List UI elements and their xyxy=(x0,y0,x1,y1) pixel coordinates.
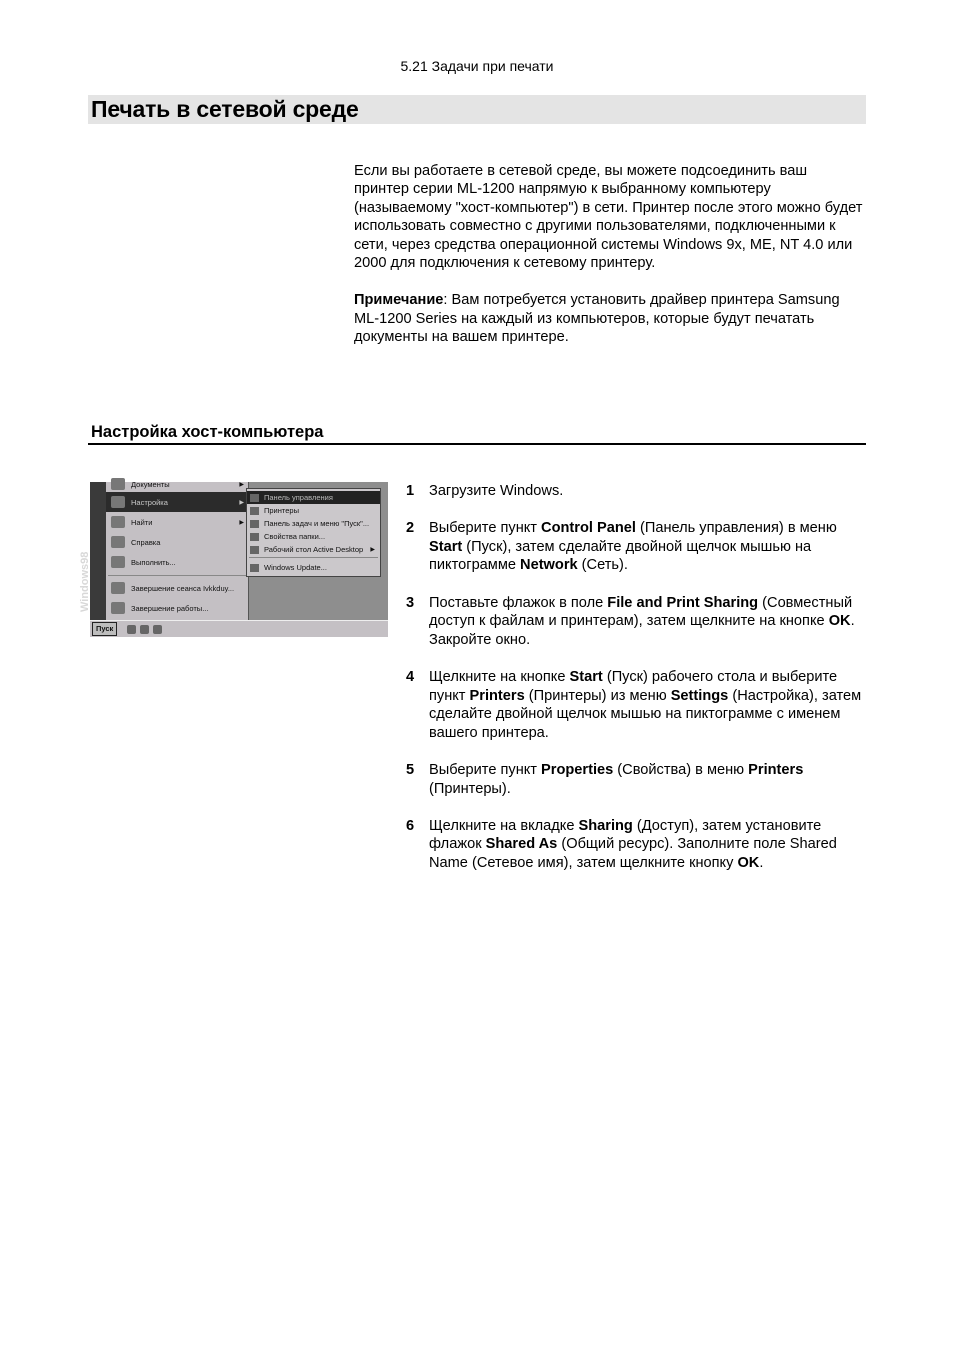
taskbar xyxy=(90,620,388,637)
menu-separator xyxy=(249,557,378,558)
start-menu-item xyxy=(106,512,248,532)
documents-icon xyxy=(111,478,125,490)
start-menu-item-label: Документы xyxy=(131,479,170,489)
step-text: (Панель управления) в меню xyxy=(635,520,837,537)
step-item xyxy=(404,817,866,873)
step-text: (Доступ), затем установите флажок xyxy=(429,817,822,853)
submenu-arrow-icon: ▶ xyxy=(239,499,244,506)
step-text: . Закройте окно. xyxy=(429,613,855,648)
step-ui-term: Shared As xyxy=(485,836,558,853)
start-menu-item-label: Завершение работы... xyxy=(131,603,209,613)
show-desktop-icon xyxy=(127,625,136,634)
channels-icon xyxy=(153,625,162,634)
step-ui-term: Properties xyxy=(541,761,614,778)
submenu-item xyxy=(247,543,380,556)
step-ui-term: OK xyxy=(737,854,760,871)
start-menu-item-label: Справка xyxy=(131,537,161,547)
step-ui-term: Settings xyxy=(670,687,729,704)
step-number: 5 xyxy=(406,761,415,778)
step-number: 6 xyxy=(406,817,415,834)
start-menu-item-label: Найти xyxy=(131,517,153,527)
submenu-item-label: Панель управления xyxy=(264,493,333,502)
page-title: Печать в сетевой среде xyxy=(91,96,359,122)
submenu-arrow-icon: ▶ xyxy=(370,547,375,553)
title-bar xyxy=(88,95,866,124)
start-menu xyxy=(106,479,249,620)
start-menu-item xyxy=(106,598,248,618)
folder-options-icon xyxy=(250,533,259,541)
start-menu-item-label: Выполнить... xyxy=(131,557,176,567)
step-ui-term: Sharing xyxy=(578,817,633,834)
start-menu-item xyxy=(106,552,248,572)
shutdown-icon xyxy=(111,602,125,614)
section-heading xyxy=(88,422,866,445)
submenu-item xyxy=(247,561,380,574)
note-paragraph xyxy=(354,291,866,346)
step-text: Выберите пункт xyxy=(429,761,542,778)
step-item xyxy=(404,761,866,798)
menu-separator xyxy=(108,575,246,576)
intro-paragraph: Если вы работаете в сетевой среде, вы можете подсоединить ваш принтер серии ML-1200 напрямую к выбранному компьютеру (называемому "хост-компьютер") в сети. Принтер после этого можно будет использовать совместно с другими пользователями, подключенными к сети, через средства операционной системы Windows 9x, ME, NT 4.0 или 2000 для подключения к сетевому принтеру. xyxy=(354,163,863,272)
step-text: (Принтеры). xyxy=(429,780,511,797)
step-text: (Свойства) в меню xyxy=(613,761,749,778)
step-ui-term: Control Panel xyxy=(541,520,636,537)
note-text: : Вам потребуется установить драйвер принтера Samsung ML-1200 Series на каждый из компьютеров, которые будут печатать документы на вашем принтере. xyxy=(354,292,840,346)
submenu-arrow-icon: ▶ xyxy=(239,481,244,488)
step-number: 1 xyxy=(406,483,415,499)
step-ui-term: Printers xyxy=(748,761,804,778)
start-menu-item xyxy=(106,492,248,512)
step-item xyxy=(404,519,866,575)
start-button: Пуск xyxy=(92,622,117,636)
submenu-item-label: Панель задач и меню "Пуск"... xyxy=(264,519,370,528)
submenu-item xyxy=(247,517,380,530)
step-text: Щелкните на кнопке xyxy=(429,668,570,685)
start-menu-item xyxy=(106,578,248,598)
step-item xyxy=(404,668,866,742)
internet-explorer-icon xyxy=(140,625,149,634)
step-ui-term: Network xyxy=(520,557,578,574)
step-item xyxy=(404,482,866,501)
submenu-item-label: Windows Update... xyxy=(264,563,327,572)
windows98-start-menu-screenshot xyxy=(79,479,388,636)
step-text: Выберите пункт xyxy=(429,520,542,537)
step-ui-term: File and Print Sharing xyxy=(607,594,759,611)
windows-update-icon xyxy=(250,564,259,572)
submenu-item-label: Свойства папки... xyxy=(264,532,326,541)
step-text: Поставьте флажок в поле xyxy=(429,594,608,611)
step-text: (Сеть). xyxy=(577,557,628,574)
printers-icon xyxy=(250,507,259,515)
step-ui-term: Start xyxy=(429,538,463,555)
section-title: Настройка хост-компьютера xyxy=(91,423,324,441)
submenu-item xyxy=(247,504,380,517)
start-menu-sidebar: Windows98 xyxy=(90,482,106,620)
step-text: (Пуск) рабочего стола и выберите пункт xyxy=(429,668,838,704)
note-label: Примечание xyxy=(354,292,444,309)
step-text: (Общий ресурс). Заполните поле Shared Name (Сетевое имя), затем щелкните кнопку xyxy=(429,836,837,871)
step-text: (Совместный доступ к файлам и принтерам), затем щелкните на кнопке xyxy=(429,594,853,630)
submenu-item-label: Принтеры xyxy=(264,506,299,515)
settings-icon xyxy=(111,496,125,508)
submenu-item xyxy=(247,491,380,504)
page-header: 5.21 Задачи при печати xyxy=(400,58,554,74)
steps-list xyxy=(404,482,866,891)
start-menu-item-label: Завершение сеанса Ivkkduy... xyxy=(131,583,235,593)
submenu-item xyxy=(247,530,380,543)
submenu-arrow-icon: ▶ xyxy=(239,519,244,526)
start-menu-item xyxy=(106,474,248,494)
step-ui-term: OK xyxy=(828,613,851,630)
step-number: 4 xyxy=(406,668,415,685)
step-ui-term: Printers xyxy=(469,687,525,704)
step-number: 2 xyxy=(406,520,415,537)
step-item xyxy=(404,594,866,650)
start-menu-item xyxy=(106,532,248,552)
step-text: . xyxy=(759,854,764,871)
settings-submenu xyxy=(246,488,381,577)
step-text: Щелкните на вкладке xyxy=(429,817,579,834)
step-number: 3 xyxy=(406,594,415,611)
logoff-icon xyxy=(111,582,125,594)
help-icon xyxy=(111,536,125,548)
submenu-item-label: Рабочий стол Active Desktop xyxy=(264,545,364,554)
intro-block xyxy=(354,162,866,366)
run-icon xyxy=(111,556,125,568)
taskbar-icon xyxy=(250,520,259,528)
step-text: (Настройка), затем сделайте двойной щелчок мышью на пиктограмме с именем вашего принтера. xyxy=(429,687,862,741)
step-text: (Принтеры) из меню xyxy=(524,687,671,704)
step-ui-term: Start xyxy=(569,668,603,685)
active-desktop-icon xyxy=(250,546,259,554)
step-text: Загрузите Windows. xyxy=(429,483,564,499)
start-menu-item-label: Настройка xyxy=(131,497,168,507)
step-text: (Пуск), затем сделайте двойной щелчок мышью на пиктограмме xyxy=(429,538,812,574)
control-panel-icon xyxy=(250,494,259,502)
find-icon xyxy=(111,516,125,528)
